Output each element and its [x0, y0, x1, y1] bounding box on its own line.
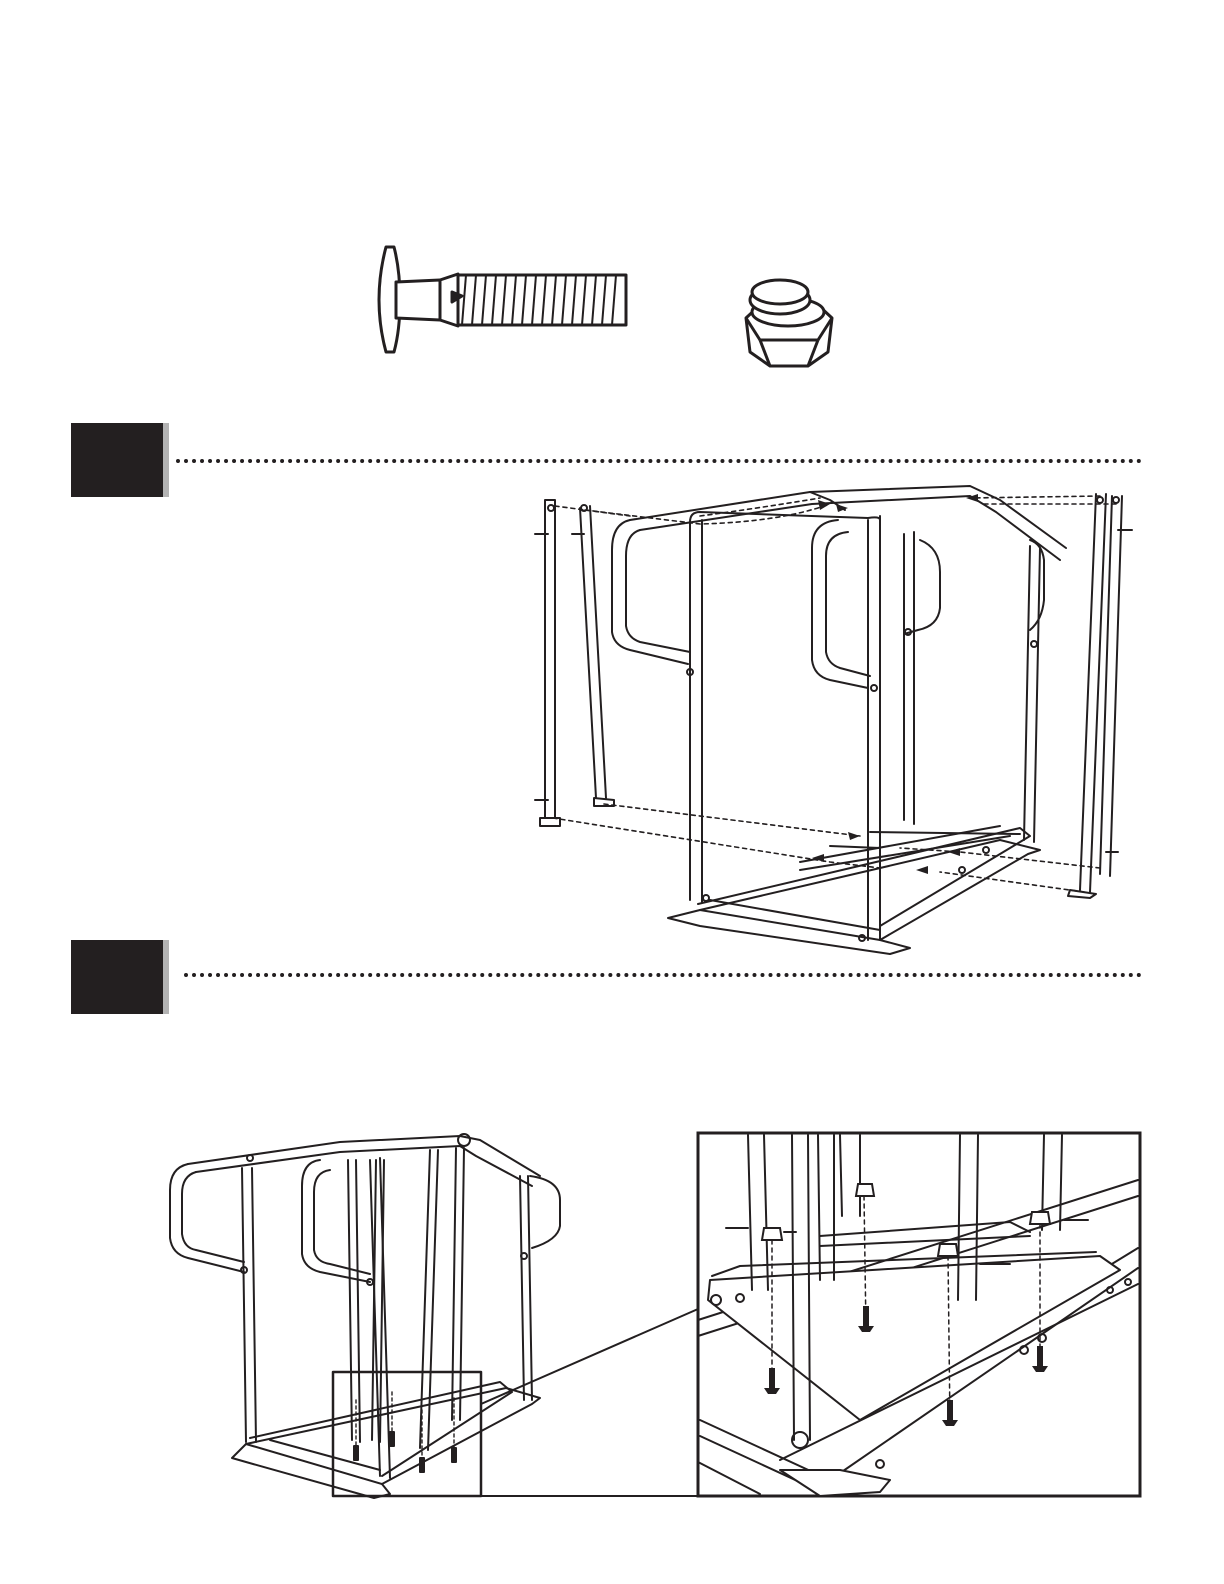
detail-inset [698, 1133, 1140, 1496]
